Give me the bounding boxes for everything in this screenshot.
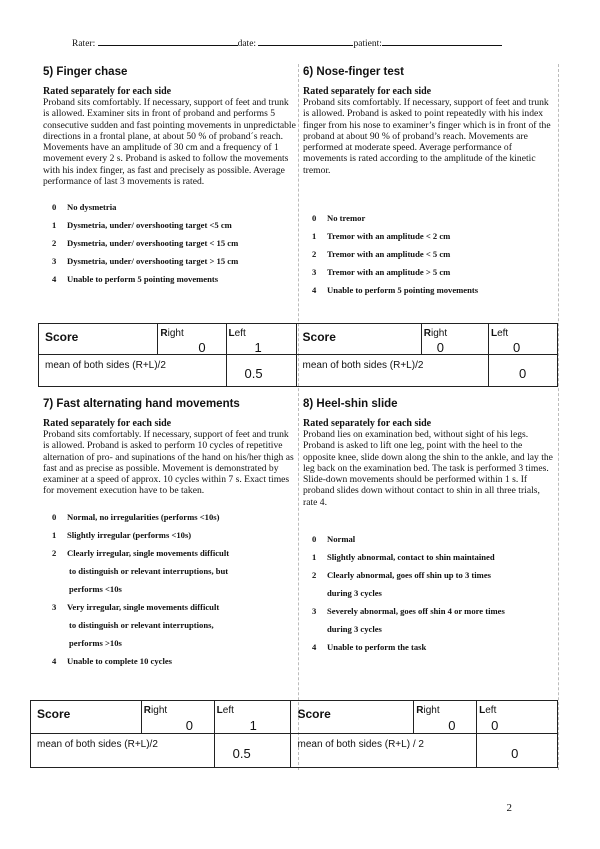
- right-label: Right: [423, 328, 448, 339]
- rating-option-1[interactable]: 1 Dysmetria, under/ overshooting target <5 cm: [52, 220, 232, 231]
- patient-field[interactable]: [382, 36, 502, 46]
- date-field[interactable]: [258, 36, 353, 46]
- rating-option-1[interactable]: 1 Tremor with an amplitude < 2 cm: [312, 231, 451, 242]
- date-label: date:: [237, 39, 257, 49]
- section-finger-chase: [38, 66, 296, 288]
- score-label: Score: [302, 330, 336, 344]
- section-fast-alternating-hand-movements: [38, 398, 296, 670]
- rating-option-0[interactable]: 0 Normal: [312, 534, 356, 545]
- form-header: [72, 36, 502, 49]
- mean-value[interactable]: 0.5: [244, 366, 263, 381]
- rating-option-2-continued: during 3 cycles: [327, 588, 382, 599]
- rating-option-2-continued: to distinguish or relevant interruptions, but: [69, 565, 229, 576]
- rating-option-2-continued: performs <10s: [69, 583, 122, 594]
- mean-label: mean of both sides (R+L)/2: [45, 360, 166, 371]
- rating-option-4[interactable]: 4 Unable to complete 10 cycles: [52, 655, 173, 666]
- patient-label: patient:: [353, 39, 382, 49]
- mean-value[interactable]: 0: [511, 746, 519, 761]
- rating-option-0[interactable]: 0 No dysmetria: [52, 202, 117, 213]
- left-label: Left: [216, 705, 234, 716]
- rating-options: [38, 508, 296, 670]
- section-nose-finger-test: [298, 66, 556, 299]
- right-score-value[interactable]: 0: [198, 340, 206, 355]
- left-label: Left: [228, 328, 246, 339]
- left-score-value[interactable]: 0: [512, 340, 521, 355]
- mean-label: mean of both sides (R+L)/2: [37, 739, 158, 750]
- left-score-value[interactable]: 0: [491, 718, 499, 733]
- section-instructions: Proband lies on examination bed, without sight of his legs. Proband is asked to lift one leg, point with the heel to the opposite knee, slide down along the shin to the ankle, and lay the leg back on the examination bed. The task is performed 3 times. Slide-down movements should be performed within 1 s. If proband slides down without contact to shin in all three trials, rate 4.: [303, 429, 553, 508]
- mean-label: mean of both sides (R+L) / 2: [297, 739, 424, 750]
- right-border: [558, 64, 559, 770]
- rating-option-0[interactable]: 0 Normal, no irregularities (performs <10s): [52, 511, 220, 522]
- rating-option-4[interactable]: 4 Unable to perform 5 pointing movements: [52, 274, 219, 285]
- rating-options: [298, 530, 556, 656]
- rating-option-1[interactable]: 1 Slightly abnormal, contact to shin maintained: [312, 552, 495, 563]
- score-table-7-8: [30, 700, 558, 768]
- rating-option-3[interactable]: 3 Severely abnormal, goes off shin 4 or more times: [312, 606, 505, 617]
- left-label: Left: [490, 328, 509, 339]
- section-title: 7) Fast alternating hand movements: [43, 398, 240, 410]
- rater-field[interactable]: [98, 36, 238, 46]
- right-score-value[interactable]: 0: [448, 718, 456, 733]
- rating-option-2[interactable]: 2 Clearly abnormal, goes off shin up to 3 times: [312, 570, 491, 581]
- rating-option-2[interactable]: 2 Tremor with an amplitude < 5 cm: [312, 249, 451, 260]
- rating-option-3[interactable]: 3 Tremor with an amplitude > 5 cm: [312, 267, 451, 278]
- right-score-value[interactable]: 0: [436, 340, 445, 355]
- score-table-5-6: [38, 323, 558, 387]
- rating-option-3-continued: during 3 cycles: [327, 624, 382, 635]
- section-instructions: Proband sits comfortably. If necessary, support of feet and trunk is allowed. Proband is asked to perform 10 cycles of repetitive alternation of pro- and supinations of the hand on his/her thigh as fast and as precise as possible. Movement is demonstrated by examiner at a speed of approx. 10 cycles within 7 s. Exact times for movement execution have to be taken.: [43, 429, 294, 497]
- right-label: Right: [416, 705, 440, 716]
- score-label: Score: [37, 707, 71, 721]
- rating-options: [38, 198, 296, 288]
- right-score-value[interactable]: 0: [185, 718, 194, 733]
- rating-option-0[interactable]: 0 No tremor: [312, 213, 366, 224]
- section-instructions: Proband sits comfortably. If necessary, support of feet and trunk is allowed. Proband is asked to point repeatedly with his index finger from his nose to examiner’s finger which is in front of the proband at about 90 % of proband’s reach. Movements are performed at moderate speed. Average performance of movements is rated according to the amplitude of the kinetic tremor.: [303, 97, 551, 176]
- left-label: Left: [479, 705, 497, 716]
- assessment-grid: [38, 58, 558, 778]
- section-subtitle: Rated separately for each side: [303, 86, 432, 97]
- rating-option-4[interactable]: 4 Unable to perform 5 pointing movements: [312, 285, 479, 296]
- rating-options: [298, 209, 556, 299]
- rating-option-2[interactable]: 2 Clearly irregular, single movements difficult: [52, 547, 230, 558]
- rating-option-3-continued: performs >10s: [69, 637, 122, 648]
- rating-option-2[interactable]: 2 Dysmetria, under/ overshooting target < 15 cm: [52, 238, 239, 249]
- rating-option-4[interactable]: 4 Unable to perform the task: [312, 642, 427, 653]
- rating-option-3-continued: to distinguish or relevant interruptions,: [69, 619, 214, 630]
- right-label: Right: [143, 705, 168, 716]
- section-instructions: Proband sits comfortably. If necessary, support of feet and trunk is allowed. Examiner sits in front of proband and performs 5 consecutive sudden and fast pointing movements in unpredictable directions in a frontal plane, at about 50 % of proband´s reach. Movements have an amplitude of 30 cm and a frequency of 1 movement every 2 s. Proband is asked to follow the movements with his index finger, as fast and precisely as possible. Average performance of last 3 movements is rated.: [43, 97, 296, 188]
- rating-option-1[interactable]: 1 Slightly irregular (performs <10s): [52, 529, 192, 540]
- section-heel-shin-slide: [298, 398, 556, 656]
- mean-value[interactable]: 0.5: [232, 746, 251, 761]
- rater-label: Rater:: [72, 39, 96, 49]
- score-label: Score: [297, 707, 331, 721]
- left-score-value[interactable]: 1: [254, 340, 262, 355]
- section-subtitle: Rated separately for each side: [303, 418, 432, 429]
- section-subtitle: Rated separately for each side: [43, 418, 172, 429]
- score-label: Score: [45, 330, 79, 344]
- mean-value[interactable]: 0: [518, 366, 527, 381]
- page-number: 2: [506, 802, 512, 814]
- rating-option-3[interactable]: 3 Dysmetria, under/ overshooting target > 15 cm: [52, 256, 239, 267]
- section-title: 5) Finger chase: [43, 66, 128, 78]
- section-subtitle: Rated separately for each side: [43, 86, 172, 97]
- right-label: Right: [160, 328, 184, 339]
- section-title: 6) Nose-finger test: [303, 66, 404, 78]
- mean-label: mean of both sides (R+L)/2: [302, 360, 424, 371]
- left-score-value[interactable]: 1: [249, 718, 257, 733]
- rating-option-3[interactable]: 3 Very irregular, single movements difficult: [52, 601, 220, 612]
- section-title: 8) Heel-shin slide: [303, 398, 398, 410]
